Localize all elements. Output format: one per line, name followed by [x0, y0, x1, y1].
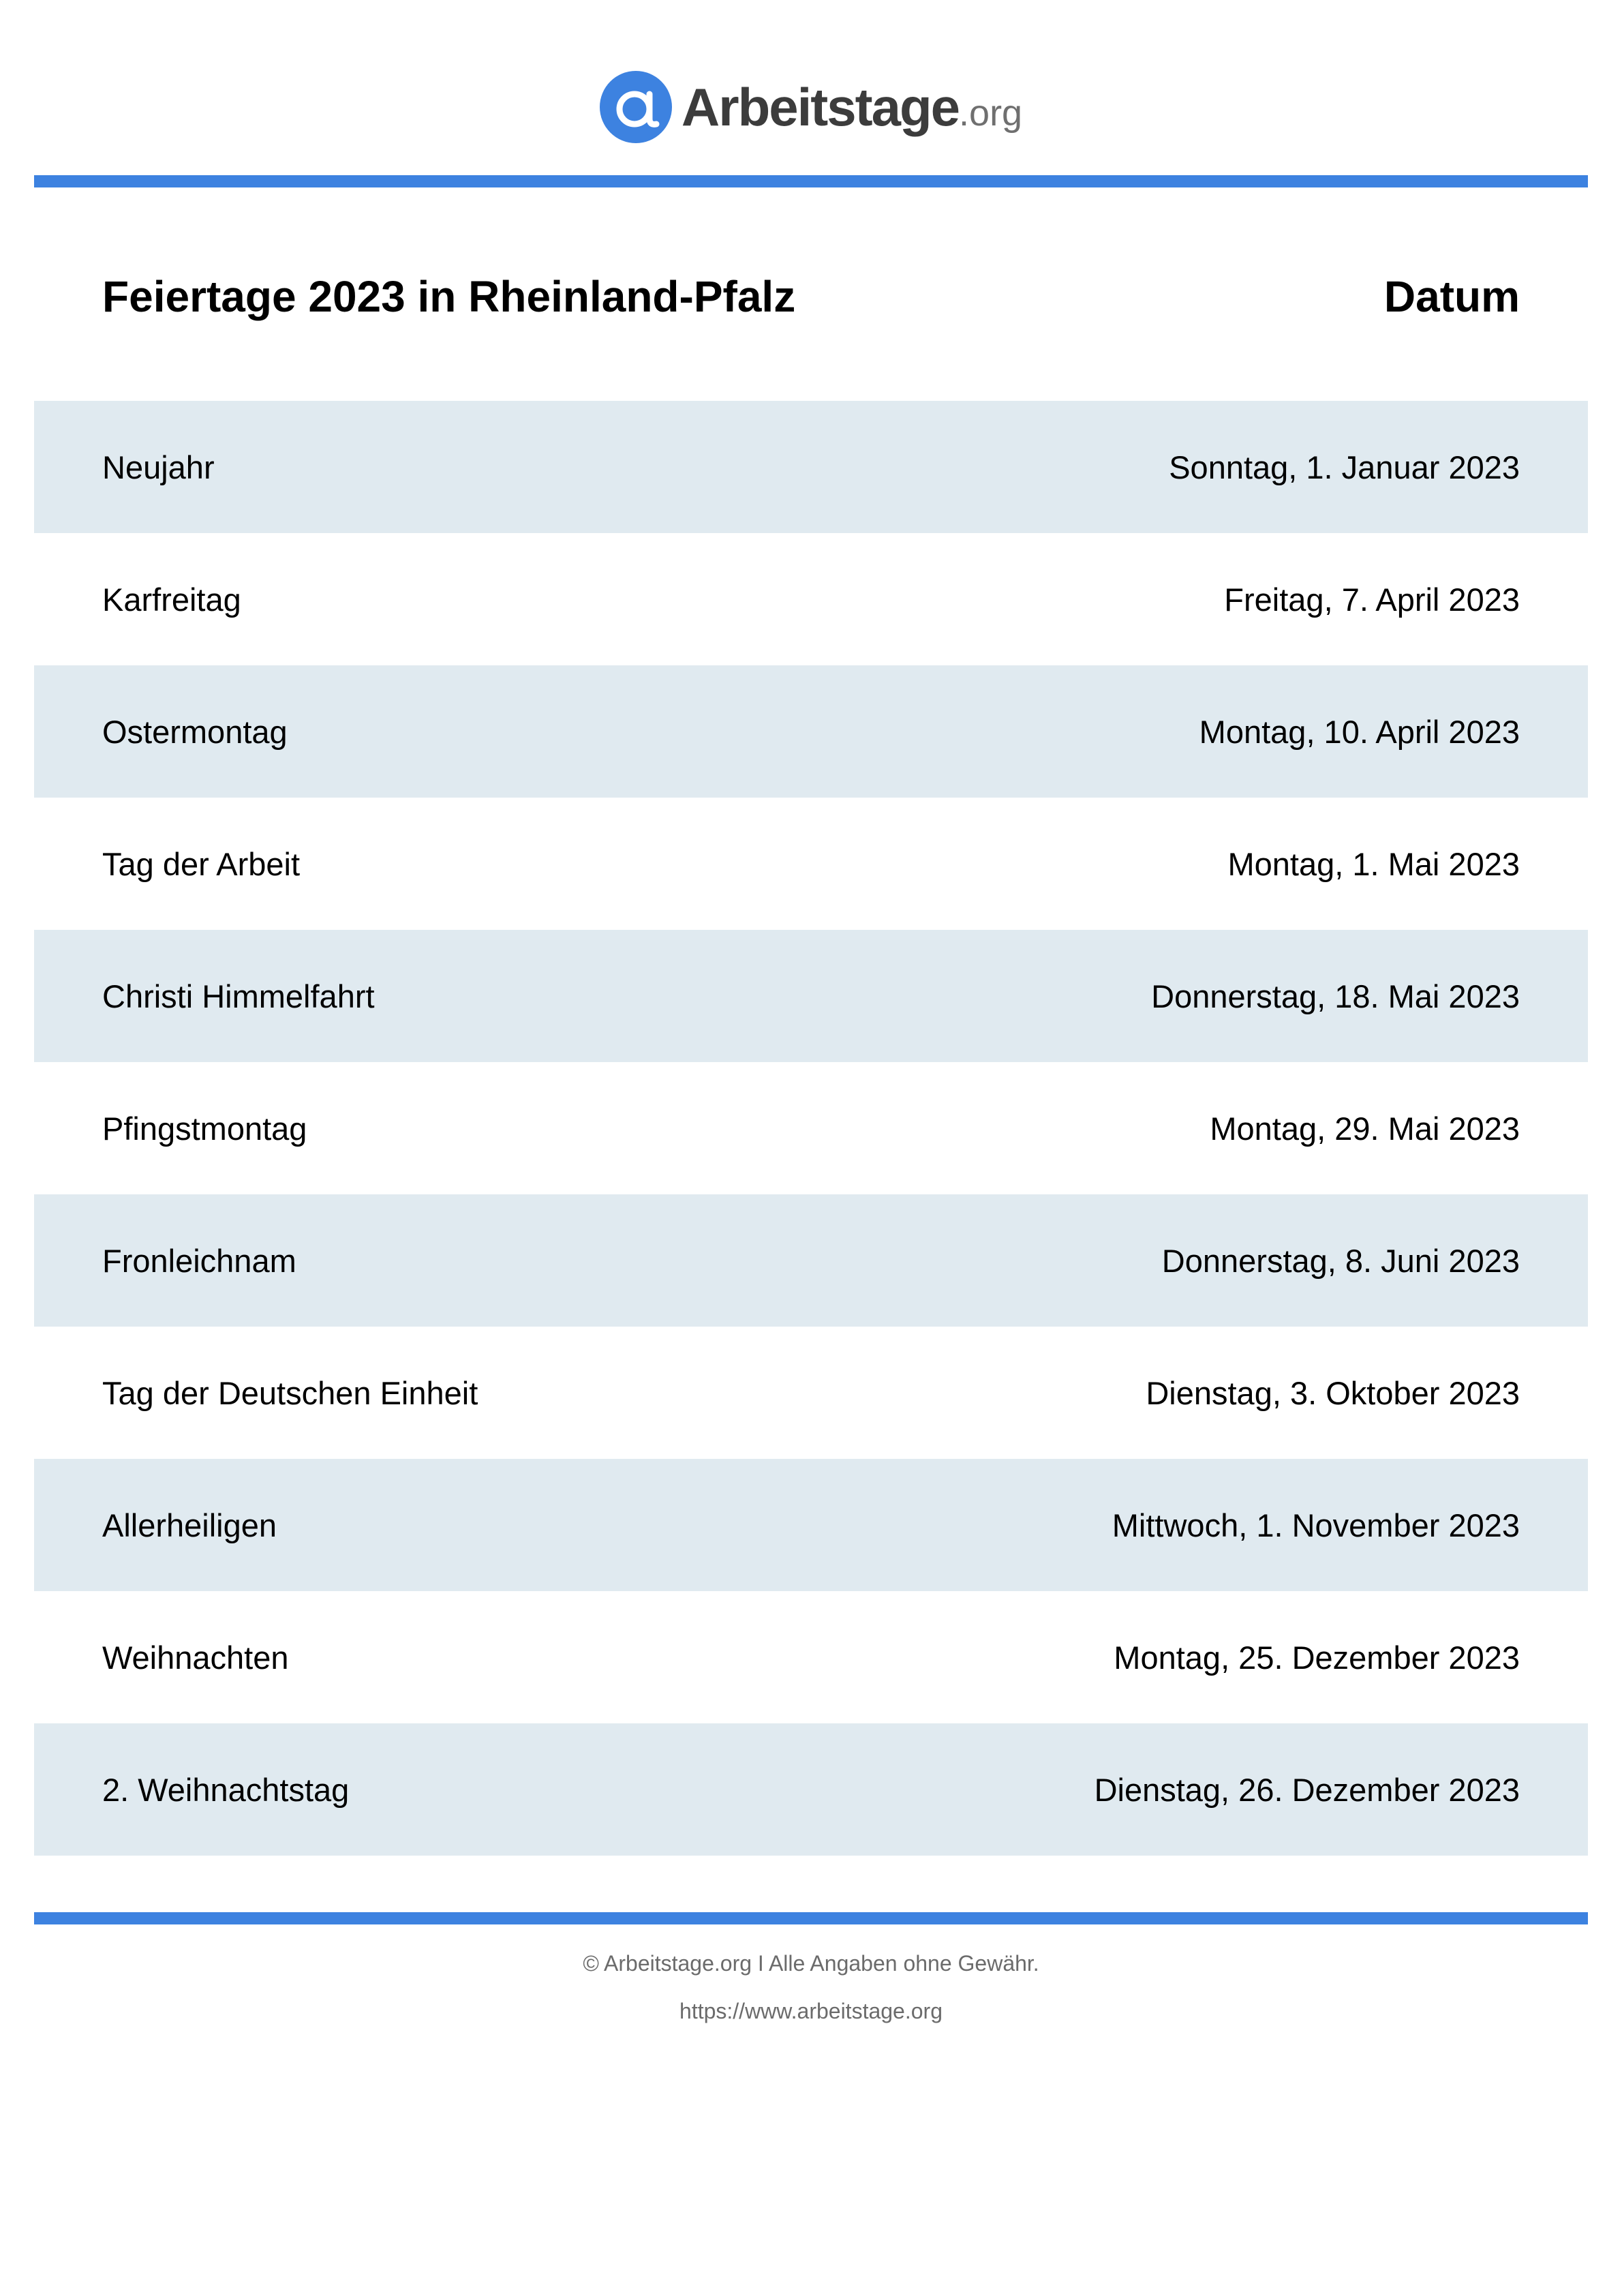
- footer-url[interactable]: https://www.arbeitstage.org: [679, 1999, 943, 2023]
- table-row: [34, 1062, 1588, 1194]
- holiday-name: Weihnachten: [102, 1639, 289, 1676]
- table-row: [34, 665, 1588, 798]
- holiday-date: Montag, 25. Dezember 2023: [1114, 1639, 1520, 1676]
- holiday-name: 2. Weihnachtstag: [102, 1771, 350, 1808]
- table-row: [34, 1723, 1588, 1856]
- bottom-divider: [34, 1912, 1588, 1924]
- table-row: [34, 533, 1588, 665]
- at-sign-icon: [600, 71, 672, 143]
- logo-wordmark: [681, 77, 1023, 137]
- table-row: [34, 1327, 1588, 1459]
- site-logo: [0, 71, 1622, 143]
- holiday-name: Allerheiligen: [102, 1507, 277, 1543]
- logo-suffix: .org: [959, 93, 1023, 134]
- logo-name: Arbeitstage: [681, 77, 960, 137]
- holiday-date: Donnerstag, 18. Mai 2023: [1151, 978, 1520, 1014]
- table-row: [34, 1591, 1588, 1723]
- holiday-name: Tag der Deutschen Einheit: [102, 1374, 478, 1411]
- holiday-date: Montag, 10. April 2023: [1199, 713, 1520, 750]
- holiday-name: Neujahr: [102, 449, 215, 485]
- table-row: [34, 930, 1588, 1062]
- table-row: [34, 1459, 1588, 1591]
- holiday-date: Mittwoch, 1. November 2023: [1112, 1507, 1520, 1543]
- holiday-date: Dienstag, 3. Oktober 2023: [1146, 1374, 1520, 1411]
- footer-copyright: © Arbeitstage.org I Alle Angaben ohne Gewähr.: [583, 1951, 1039, 1976]
- top-divider: [34, 175, 1588, 187]
- holiday-date: Dienstag, 26. Dezember 2023: [1094, 1771, 1520, 1808]
- holiday-name: Pfingstmontag: [102, 1110, 307, 1147]
- holiday-name: Ostermontag: [102, 713, 288, 750]
- table-row: [34, 1194, 1588, 1327]
- holiday-date: Montag, 1. Mai 2023: [1227, 845, 1520, 882]
- holiday-table: [34, 401, 1588, 1856]
- holiday-name: Fronleichnam: [102, 1242, 296, 1279]
- holiday-name: Christi Himmelfahrt: [102, 978, 375, 1014]
- holiday-date: Sonntag, 1. Januar 2023: [1169, 449, 1520, 485]
- table-row: [34, 798, 1588, 930]
- page-title: Feiertage 2023 in Rheinland-Pfalz: [102, 272, 796, 321]
- date-column-heading: Datum: [1383, 272, 1520, 321]
- holiday-date: Montag, 29. Mai 2023: [1210, 1110, 1520, 1147]
- holiday-date: Donnerstag, 8. Juni 2023: [1161, 1242, 1520, 1279]
- holiday-name: Karfreitag: [102, 581, 241, 618]
- table-row: [34, 401, 1588, 533]
- holiday-name: Tag der Arbeit: [102, 845, 301, 882]
- table-header: [34, 259, 1588, 334]
- holiday-date: Freitag, 7. April 2023: [1224, 581, 1520, 618]
